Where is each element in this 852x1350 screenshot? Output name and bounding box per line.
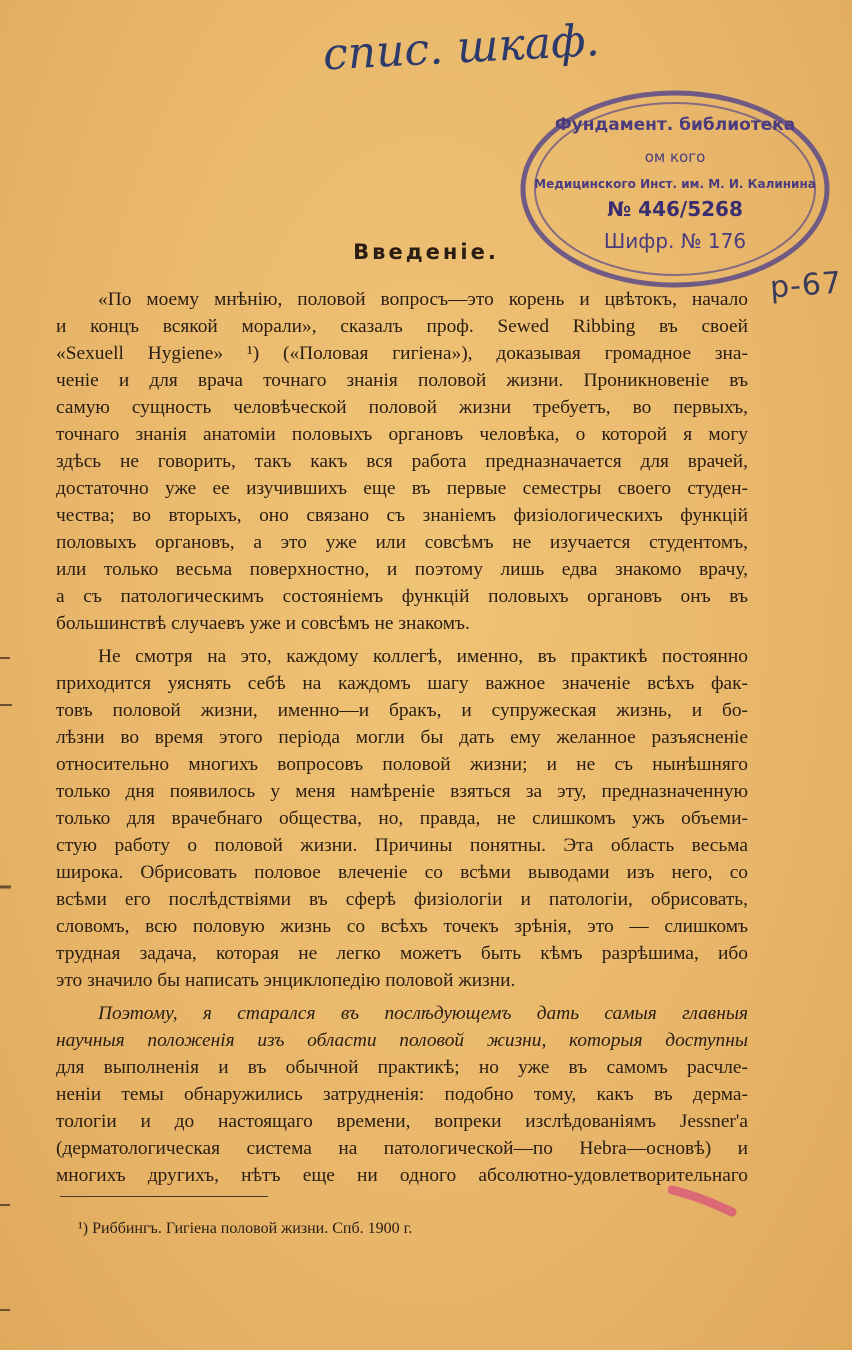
handwritten-shelf-mark (315, 12, 695, 82)
text-line: тологіи и до настоящаго времени, вопреки изслѣдованіямъ Jessner'а (56, 1111, 748, 1132)
text-line: лѣзни во время этого періода могли бы дать ему желанное разъясненіе (56, 727, 748, 748)
text-line: всѣми его послѣдствіями въ сферѣ физіологіи и патологіи, обрисовать, (56, 889, 748, 910)
text-line: только дня появилось у меня намѣреніе взяться за эту, предназначенную (56, 781, 748, 802)
text-line: товъ половой жизни, именно—и бракъ, и супружеская жизнь, и бо- (56, 700, 748, 721)
text-line: достаточно уже ее изучившихъ еще въ первые семестры своего студен- (56, 478, 748, 499)
text-line: Поэтому, я старался въ послѣдующемъ дать самыя главныя (98, 1003, 748, 1024)
text-line: это значило бы написать энциклопедію половой жизни. (56, 970, 516, 991)
text-line: для выполненія и въ обычной практикѣ; но уже въ самомъ расчле- (56, 1057, 748, 1078)
svg-text:Шифр. № 176: Шифр. № 176 (603, 229, 747, 253)
text-line: и концъ всякой морали», сказалъ проф. Sewed Ribbing въ своей (56, 316, 748, 337)
svg-text:ом кого: ом кого (644, 148, 706, 166)
footnote: ¹) Риббингъ. Гигіена половой жизни. Спб. 1900 г. (78, 1220, 413, 1237)
text-line: приходится уяснять себѣ на каждомъ шагу важное значеніе всѣхъ фак- (56, 673, 748, 694)
text-line: относительно многихъ вопросовъ половой жизни; и не съ нынѣшняго (56, 754, 748, 775)
body-text (56, 286, 748, 1189)
text-line: «Sexuell Hygiene» ¹) («Половая гигіена»), доказывая громадное зна- (56, 343, 748, 364)
svg-text:Медицинского Инст. им. М. И. К: Медицинского Инст. им. М. И. Калинина (534, 177, 816, 191)
section-heading: Введеніе. (353, 240, 499, 264)
library-stamp (515, 82, 835, 297)
margin-note: р-67 (768, 265, 844, 306)
svg-text:Фундамент. библиотека: Фундамент. библиотека (554, 115, 796, 135)
text-line: многихъ другихъ, нѣтъ еще ни одного абсолютно-удовлетворительнаго (56, 1165, 748, 1186)
text-line: словомъ, всю половую жизнь со всѣхъ точекъ зрѣнія, это — слишкомъ (56, 916, 748, 937)
text-line: а съ патологическимъ состояніемъ функцій половыхъ органовъ онъ въ (56, 586, 748, 607)
text-line: Не смотря на это, каждому коллегѣ, именно, въ практикѣ постоянно (98, 646, 748, 667)
svg-text:спис. шкаф.: спис. шкаф. (321, 15, 601, 81)
text-line: неніи темы обнаружились затрудненія: подобно тому, какъ въ дерма- (56, 1084, 748, 1105)
text-line: точнаго знанія анатоміи половыхъ органовъ человѣка, о которой я могу (56, 424, 748, 445)
text-line: только для врачебнаго общества, но, правда, не слишкомъ ужъ объеми- (56, 808, 748, 829)
pink-mark (668, 1182, 738, 1222)
text-line: самую сущность человѣческой половой жизни требуетъ, во первыхъ, (56, 397, 748, 418)
text-line: трудная задача, которая не легко можетъ быть кѣмъ разрѣшима, ибо (56, 943, 748, 964)
text-line: (дерматологическая система на патологической—по Hebra—основѣ) и (56, 1138, 748, 1159)
page-edge-marks (0, 0, 12, 1350)
text-line: «По моему мнѣнію, половой вопросъ—это корень и цвѣтокъ, начало (98, 289, 748, 310)
text-line: половыхъ органовъ, а это уже или совсѣмъ не изучается студентомъ, (56, 532, 748, 553)
footnote-rule (60, 1196, 268, 1197)
text-line: ченіе и для врача точнаго знанія половой жизни. Проникновеніе въ (56, 370, 748, 391)
text-line: или только весьма поверхностно, и поэтому лишь едва знакомо врачу, (56, 559, 748, 580)
text-line: широка. Обрисовать половое влеченіе со всѣми выводами изъ него, со (56, 862, 748, 883)
text-line: здѣсь не говорить, такъ какъ вся работа предназначается для врачей, (56, 451, 748, 472)
text-line: большинствѣ случаевъ уже и совсѣмъ не знакомъ. (56, 613, 470, 634)
svg-text:№ 446/5268: № 446/5268 (607, 197, 743, 221)
text-line: научныя положенія изъ области половой жизни, которыя доступны (56, 1030, 748, 1051)
text-line: стую работу о половой жизни. Причины понятны. Эта область весьма (56, 835, 748, 856)
text-line: чества; во вторыхъ, оно связано съ знаніемъ физіологическихъ функцій (56, 505, 748, 526)
